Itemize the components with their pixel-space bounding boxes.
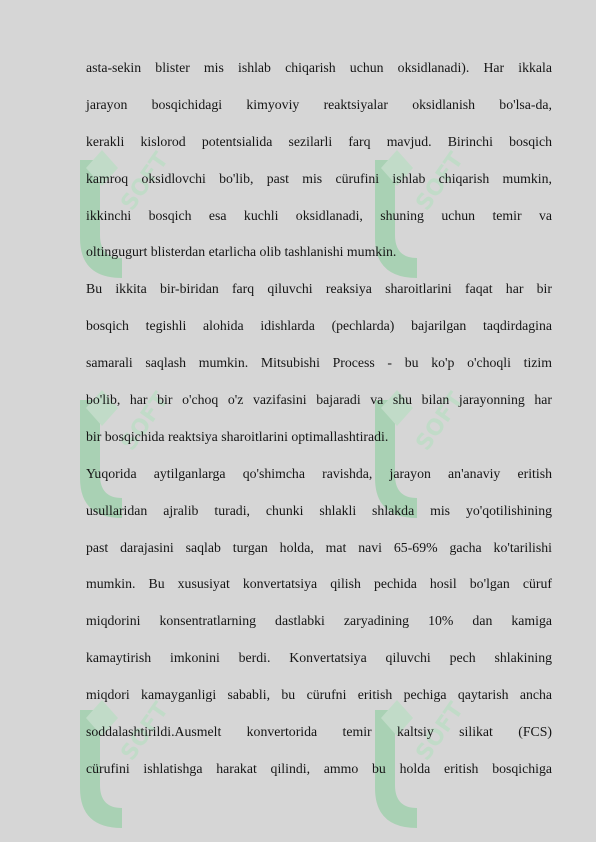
text-line: oltingugurt blisterdan etarlicha olib tashlanishi mumkin. bbox=[86, 244, 397, 260]
text-line: Yuqorida aytilganlarga qo'shimcha ravishda, jarayon an'anaviy eritish bbox=[86, 465, 552, 481]
text-line: bir bosqichida reaktsiya sharoitlarini optimallashtiradi. bbox=[86, 428, 389, 444]
text-line: ikkinchi bosqich esa kuchli oksidlanadi, shuning uchun temir va bbox=[86, 207, 552, 223]
svg-text:SOFT: SOFT bbox=[411, 388, 469, 456]
text-line: miqdorini konsentratlarning dastlabki zaryadining 10% dan kamiga bbox=[86, 613, 552, 629]
svg-text:SOFT: SOFT bbox=[411, 148, 469, 216]
text-line: kerakli kislorod potentsialida sezilarli farq mavjud. Birinchi bosqich bbox=[86, 133, 552, 149]
svg-text:SOFT: SOFT bbox=[116, 148, 174, 216]
text-line: samarali saqlash mumkin. Mitsubishi Process - bu ko'p o'choqli tizim bbox=[86, 355, 552, 371]
text-line: jarayon bosqichidagi kimyoviy reaktsiyalar oksidlanish bo'lsa-da, bbox=[86, 96, 552, 112]
text-line: mumkin. Bu xususiyat konvertatsiya qilish pechida hosil bo'lgan cüruf bbox=[86, 576, 552, 592]
text-line: usullaridan ajralib turadi, chunki shlakli shlakda mis yo'qotilishining bbox=[86, 502, 552, 518]
svg-text:SOFT: SOFT bbox=[411, 698, 469, 766]
text-line: soddalashtirildi.Ausmelt konvertorida temir kaltsiy silikat (FCS) bbox=[86, 724, 552, 740]
text-line: miqdori kamayganligi sababli, bu cürufni eritish pechiga qaytarish ancha bbox=[86, 687, 552, 703]
text-line: past darajasini saqlab turgan holda, mat navi 65-69% gacha ko'tarilishi bbox=[86, 539, 552, 555]
paragraph-2 bbox=[86, 271, 552, 455]
text-line: kamaytirish imkonini berdi. Konvertatsiya qiluvchi pech shlakining bbox=[86, 650, 552, 666]
text-line: asta-sekin blister mis ishlab chiqarish uchun oksidlanadi). Har ikkala bbox=[86, 60, 552, 75]
paragraph-1 bbox=[86, 50, 552, 271]
document-body bbox=[86, 50, 552, 788]
text-line: kamroq oksidlovchi bo'lib, past mis cürufini ishlab chiqarish mumkin, bbox=[86, 170, 552, 186]
text-line: bo'lib, har bir o'choq o'z vazifasini bajaradi va shu bilan jarayonning har bbox=[86, 392, 552, 408]
svg-text:SOFT: SOFT bbox=[116, 698, 174, 766]
svg-text:SOFT: SOFT bbox=[116, 388, 174, 456]
paragraph-3 bbox=[86, 456, 552, 788]
text-line: cürufini ishlatishga harakat qilindi, ammo bu holda eritish bosqichiga bbox=[86, 760, 552, 776]
text-line: bosqich tegishli alohida idishlarda (pechlarda) bajarilgan taqdirdagina bbox=[86, 318, 552, 334]
text-line: Bu ikkita bir-biridan farq qiluvchi reaksiya sharoitlarini faqat har bir bbox=[86, 281, 552, 297]
